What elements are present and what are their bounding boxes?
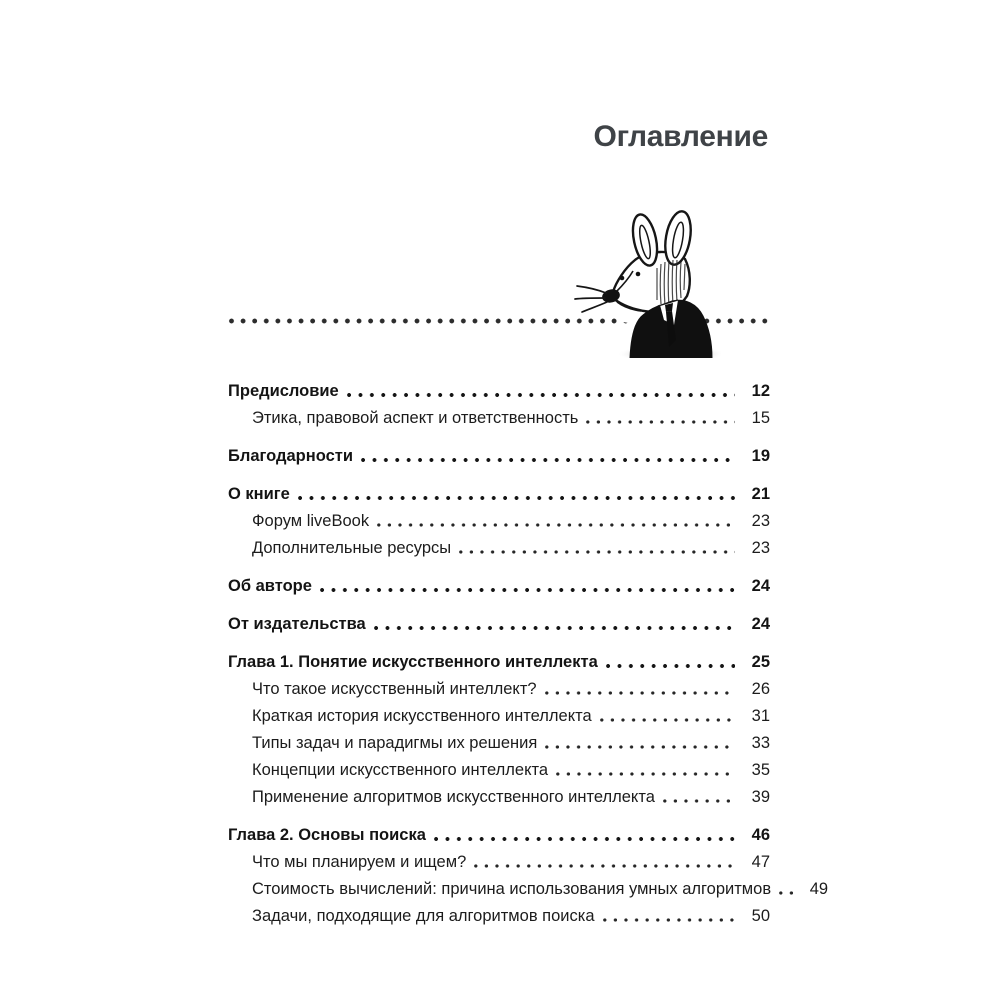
- toc-entry: [228, 508, 770, 535]
- toc-entry-page-number: 26: [751, 680, 770, 698]
- toc-entry-label: Форум liveBook: [252, 512, 370, 530]
- toc-entry: [228, 784, 770, 811]
- toc-entry-label: Глава 1. Понятие искусственного интеллекта: [228, 653, 598, 671]
- toc-group: [228, 573, 770, 600]
- toc-entry: [228, 611, 770, 638]
- toc-entry-page-number: 50: [751, 907, 770, 925]
- page-title: Оглавление: [593, 120, 768, 154]
- dot-leader: [600, 718, 735, 722]
- toc-entry-page-number: 21: [751, 485, 770, 503]
- toc-entry-label: От издательства: [228, 615, 366, 633]
- dot-leader: [377, 523, 735, 527]
- toc-entry: [228, 703, 770, 730]
- toc-entry-page-number: 25: [751, 653, 770, 671]
- toc-entry-label: Дополнительные ресурсы: [252, 539, 452, 557]
- toc-entry: [228, 876, 829, 903]
- dot-leader: [606, 664, 735, 668]
- toc-entry: [228, 443, 770, 470]
- toc-entry-label: Типы задач и парадигмы их решения: [252, 734, 538, 752]
- toc-entry: [228, 903, 770, 930]
- toc-entry-page-number: 12: [751, 382, 770, 400]
- toc-entry-page-number: 24: [751, 577, 770, 595]
- toc-entry-label: Предисловие: [228, 382, 339, 400]
- dot-leader: [603, 918, 735, 922]
- toc-entry-page-number: 31: [751, 707, 770, 725]
- dot-leader: [474, 864, 735, 868]
- toc-entry: [228, 535, 770, 562]
- toc-entry-label: Применение алгоритмов искусственного интеллекта: [252, 788, 655, 806]
- toc-entry-label: Задачи, подходящие для алгоритмов поиска: [252, 907, 595, 925]
- toc-entry-page-number: 47: [751, 853, 770, 871]
- toc-entry-label: Краткая история искусственного интеллекта: [252, 707, 592, 725]
- toc-entry-label: Что мы планируем и ищем?: [252, 853, 467, 871]
- dot-leader: [434, 837, 735, 841]
- toc-entry-label: Об авторе: [228, 577, 312, 595]
- toc-entry-page-number: 35: [751, 761, 770, 779]
- toc-entry-page-number: 23: [751, 512, 770, 530]
- toc-group: [228, 611, 770, 638]
- dot-leader: [320, 588, 735, 592]
- dot-leader: [374, 626, 735, 630]
- toc-entry-label: Благодарности: [228, 447, 353, 465]
- dot-leader: [459, 550, 735, 554]
- dot-leader: [779, 891, 793, 895]
- toc-entry-label: Этика, правовой аспект и ответственность: [252, 409, 579, 427]
- toc-entry-label: Что такое искусственный интеллект?: [252, 680, 537, 698]
- dot-leader: [586, 420, 735, 424]
- toc-entry-page-number: 39: [751, 788, 770, 806]
- toc-list: [228, 378, 829, 930]
- dot-leader: [545, 745, 735, 749]
- toc-entry: [228, 822, 770, 849]
- toc-group: [228, 378, 770, 432]
- dot-leader: [545, 691, 735, 695]
- toc-entry-page-number: 24: [751, 615, 770, 633]
- toc-entry-label: Стоимость вычислений: причина использования умных алгоритмов: [252, 880, 772, 898]
- toc-entry-page-number: 49: [809, 880, 829, 898]
- toc-group: [228, 649, 770, 811]
- dot-leader: [347, 393, 735, 397]
- toc-entry-label: Концепции искусственного интеллекта: [252, 761, 549, 779]
- toc-entry: [228, 649, 770, 676]
- toc-group: [228, 443, 770, 470]
- dot-leader: [556, 772, 735, 776]
- toc-entry: [228, 757, 770, 784]
- toc-entry-page-number: 23: [751, 539, 770, 557]
- dot-leader: [663, 799, 735, 803]
- toc-entry: [228, 378, 770, 405]
- toc-entry-page-number: 33: [751, 734, 770, 752]
- toc-entry-label: Глава 2. Основы поиска: [228, 826, 426, 844]
- toc-entry-page-number: 46: [751, 826, 770, 844]
- dot-leader: [361, 458, 735, 462]
- toc-entry: [228, 573, 770, 600]
- mouse-in-suit-illustration: [573, 208, 721, 358]
- toc-entry-page-number: 19: [751, 447, 770, 465]
- toc-entry: [228, 676, 770, 703]
- toc-entry: [228, 405, 770, 432]
- toc-group: [228, 822, 829, 930]
- toc-group: [228, 481, 770, 562]
- toc-entry-label: О книге: [228, 485, 290, 503]
- toc-entry: [228, 849, 770, 876]
- toc-entry: [228, 730, 770, 757]
- toc-entry-page-number: 15: [751, 409, 770, 427]
- toc-entry: [228, 481, 770, 508]
- dot-leader: [298, 496, 735, 500]
